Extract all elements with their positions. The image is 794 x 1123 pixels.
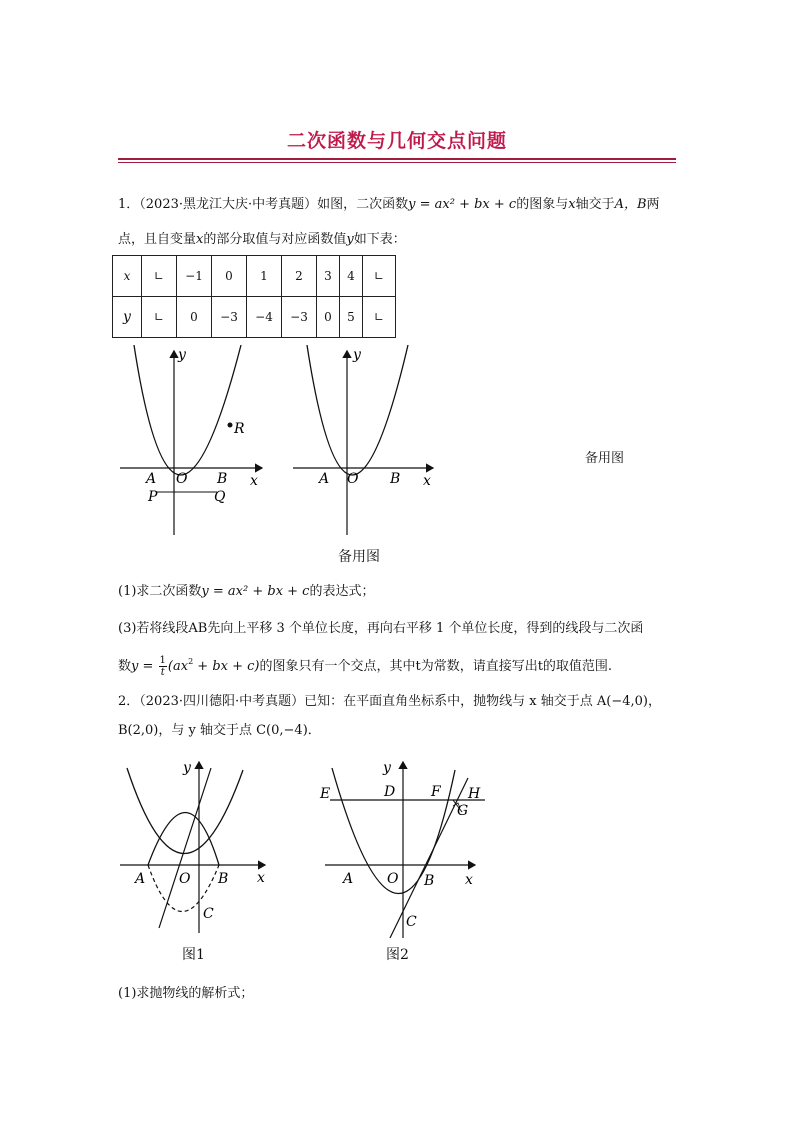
q2-figure-1 [115, 758, 275, 938]
label-y: y [183, 760, 191, 776]
label-g: G [457, 803, 469, 819]
q1-part3-line1: (3)若将线段AB先向上平移 3 个单位长度，再向右平移 1 个单位长度，得到的线段与二次函 [118, 621, 644, 636]
value-table [112, 255, 396, 338]
page-title: 二次函数与几何交点问题 [286, 130, 507, 152]
label-q: Q [214, 489, 226, 505]
label-d: D [384, 784, 396, 800]
table-cell: ∟ [142, 297, 177, 338]
q1-line2c: 如下表： [353, 232, 406, 247]
q2-figure-2 [310, 758, 490, 943]
frac-den: t [160, 667, 165, 678]
straight-line [159, 768, 211, 928]
q1-figure-mid [283, 345, 443, 540]
q2-source: （2023·四川德阳·中考真题） [139, 694, 305, 709]
label-b: B [218, 871, 229, 887]
q1-line2-yvar: y [346, 232, 354, 247]
label-c: C [203, 906, 214, 922]
q1-part1-post: 的表达式； [309, 584, 375, 599]
table-cell: −3 [212, 297, 247, 338]
label-h: H [468, 786, 481, 802]
q1-intro4: 两 [646, 197, 660, 212]
q1-part1-func: y = ax² + bx + c [201, 584, 310, 599]
q1-part3-post: 的图象只有一个交点，其中t为常数，请直接写出t的取值范围. [259, 659, 613, 674]
table-cell: ∟ [363, 256, 396, 297]
frac-num: 1 [159, 655, 166, 666]
label-o: O [176, 471, 188, 487]
fig-right-caption: 备用图 [585, 451, 625, 466]
q1-intro2: 的图象与 [516, 197, 569, 212]
table-cell: −1 [177, 256, 212, 297]
q1-points-ab: A，B [614, 197, 647, 212]
label-a: A [146, 471, 157, 487]
q2-number: 2． [118, 694, 140, 709]
label-b: B [390, 471, 401, 487]
q1-source: （2023·黑龙江大庆·中考真题） [139, 197, 318, 212]
label-c: C [406, 914, 417, 930]
q1-line2a: 点，且自变量 [118, 232, 197, 247]
table-cell: 3 [317, 256, 340, 297]
q1-func: y = ax² + bx + c [408, 197, 517, 212]
fig1-caption: 图1 [182, 947, 205, 963]
parabola-curve [134, 345, 241, 475]
table-cell: 5 [340, 297, 363, 338]
table-cell: 0 [212, 256, 247, 297]
q1-figure-left [110, 345, 275, 540]
label-a: A [343, 871, 354, 887]
label-f: F [431, 784, 441, 800]
label-x: x [423, 473, 431, 489]
label-a: A [319, 471, 330, 487]
q2-line-1 [118, 693, 661, 711]
label-x: x [257, 870, 265, 886]
label-b: B [217, 471, 228, 487]
label-y: y [353, 347, 361, 363]
table-cell: 0 [317, 297, 340, 338]
table-cell: 4 [340, 256, 363, 297]
parabola-curve [307, 345, 408, 475]
label-b: B [424, 873, 435, 889]
table-cell: −3 [282, 297, 317, 338]
q2-part1: (1)求抛物线的解析式； [118, 986, 254, 1001]
q1-intro3: 轴交于 [575, 197, 615, 212]
parabola-upward [127, 768, 243, 854]
q1-part1 [118, 583, 374, 601]
label-x: x [465, 872, 473, 888]
label-a: A [135, 871, 146, 887]
q2-line-2: B(2,0)，与 y 轴交于点 C(0,−4)． [118, 723, 321, 738]
table-cell: 1 [247, 256, 282, 297]
label-r: R [234, 421, 245, 437]
table-cell: y [113, 297, 142, 338]
q1-part3-fraction [159, 655, 167, 678]
label-o: O [179, 871, 191, 887]
q2-line1: 已知：在平面直角坐标系中，抛物线与 x 轴交于点 A(−4,0)， [304, 694, 661, 709]
q1-part3-line2: 数y = $\frac{1}{t}$ ($ax^2$ + bx + c)的图象只有一个交点，其中t为常数，请直接写出t的取值范围. [118, 655, 613, 678]
q1-line-2 [118, 231, 406, 249]
table-cell: 2 [282, 256, 317, 297]
q1-number: 1． [118, 197, 140, 212]
table-row-y [113, 297, 396, 338]
table-cell: 0 [177, 297, 212, 338]
label-o: O [347, 471, 359, 487]
fig2-caption: 图2 [386, 947, 409, 963]
q1-intro1: 如图，二次函数 [317, 197, 409, 212]
table-cell: ∟ [142, 256, 177, 297]
fig-mid-caption: 备用图 [338, 549, 380, 565]
point-r [228, 423, 233, 428]
label-y: y [178, 347, 186, 363]
label-x: x [250, 473, 258, 489]
table-row-x [113, 256, 396, 297]
q1-xvar: x [568, 197, 576, 212]
label-p: P [148, 489, 158, 505]
q1-part3-pre: 数 [118, 659, 132, 674]
label-e: E [320, 786, 331, 802]
tangent-line [390, 778, 468, 938]
table-cell: x [113, 256, 142, 297]
q1-part1-pre: (1)求二次函数 [118, 584, 202, 599]
q1-line2b: 的部分取值与对应函数值 [203, 232, 347, 247]
label-o: O [387, 871, 399, 887]
table-cell: −4 [247, 297, 282, 338]
q1-line-1 [118, 196, 660, 214]
label-y: y [383, 760, 391, 776]
table-cell: ∟ [363, 297, 396, 338]
q1-line2-xvar: x [196, 232, 204, 247]
title-rule-thick [118, 158, 676, 160]
title-rule-thin [118, 162, 676, 163]
